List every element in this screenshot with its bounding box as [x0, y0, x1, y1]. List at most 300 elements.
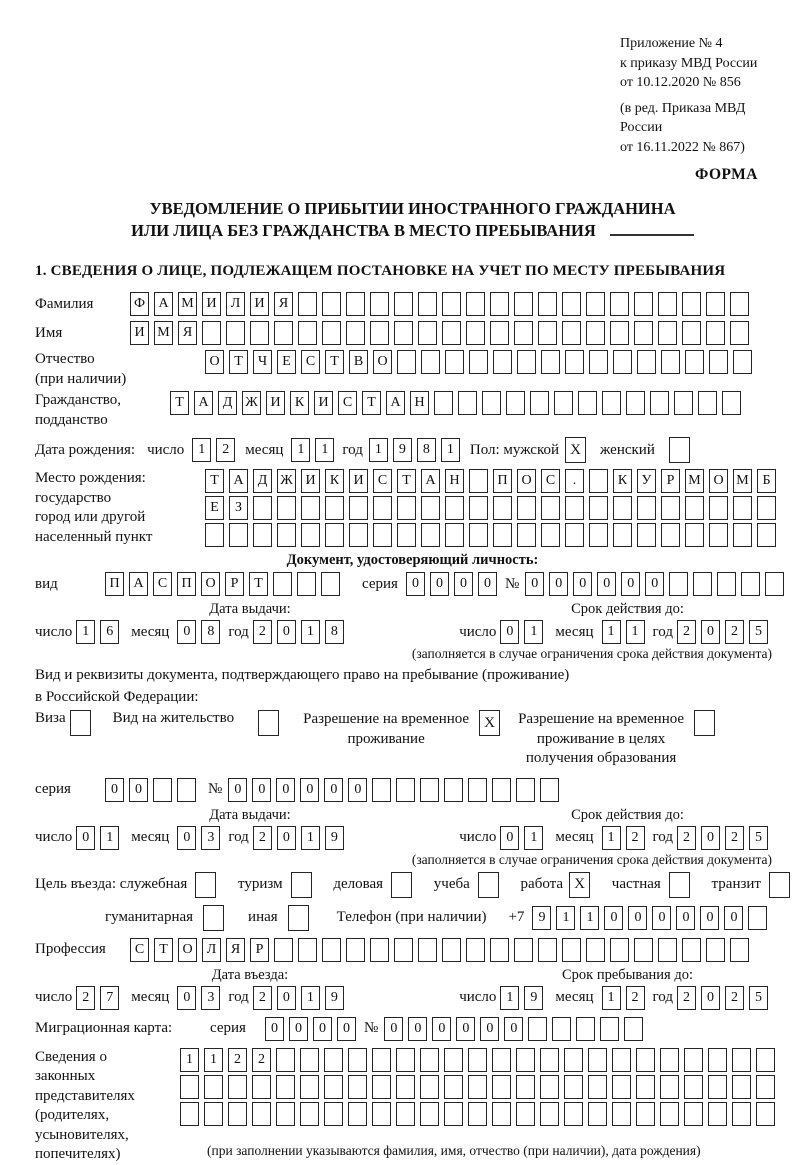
residence-issue-month-cells-2[interactable]: 3 [201, 826, 220, 850]
birth-year-cells-1[interactable]: 1 [369, 438, 388, 462]
birthplace-cells-row3-23[interactable] [733, 523, 752, 547]
purpose-business-checkbox[interactable] [391, 872, 412, 898]
birthplace-cells-row3-14[interactable] [517, 523, 536, 547]
surname-cells-13[interactable] [418, 292, 437, 316]
birthplace-cells-row1-1[interactable]: Т [205, 469, 224, 493]
doc-number-cells-6[interactable]: 0 [645, 572, 664, 596]
migration-card-number-cells-3[interactable]: 0 [432, 1017, 451, 1041]
birthplace-cells-row3-12[interactable] [469, 523, 488, 547]
doc-type-cells-10[interactable] [321, 572, 340, 596]
patronymic-cells-4[interactable]: Е [277, 350, 296, 374]
birthplace-cells-row1-10[interactable]: А [421, 469, 440, 493]
migration-card-series-cells-3[interactable]: 0 [313, 1017, 332, 1041]
profession-cells-9[interactable] [322, 938, 341, 962]
birthplace-cells-row3-18[interactable] [613, 523, 632, 547]
profession-cells-2[interactable]: Т [154, 938, 173, 962]
legal-representatives-cells-row2-11[interactable] [420, 1075, 439, 1099]
patronymic-cells-20[interactable] [661, 350, 680, 374]
purpose-work-checkbox[interactable]: X [569, 872, 590, 898]
citizenship-cells-23[interactable] [698, 391, 717, 415]
sex-male-checkbox[interactable]: X [565, 437, 586, 463]
surname-cells-21[interactable] [610, 292, 629, 316]
birthplace-cells-row1-5[interactable]: И [301, 469, 320, 493]
birthplace-cells-row3-22[interactable] [709, 523, 728, 547]
surname-cells-4[interactable]: И [202, 292, 221, 316]
surname-cells-16[interactable] [490, 292, 509, 316]
birthplace-cells-row2-21[interactable] [685, 496, 704, 520]
givenname-cells-26[interactable] [730, 321, 749, 345]
profession-cells-15[interactable] [466, 938, 485, 962]
patronymic-cells-18[interactable] [613, 350, 632, 374]
birthplace-cells-row2-3[interactable] [253, 496, 272, 520]
doc-series-cells-3[interactable]: 0 [454, 572, 473, 596]
legal-representatives-cells-row1-6[interactable] [300, 1048, 319, 1072]
residence-issue-year-cells-4[interactable]: 9 [325, 826, 344, 850]
profession-cells-8[interactable] [298, 938, 317, 962]
birthplace-cells-row2-22[interactable] [709, 496, 728, 520]
birthplace-cells-row2-17[interactable] [589, 496, 608, 520]
givenname-cells-2[interactable]: М [154, 321, 173, 345]
migration-card-number-cells-8[interactable] [552, 1017, 571, 1041]
doc-number-cells-2[interactable]: 0 [549, 572, 568, 596]
birthplace-cells-row2-11[interactable] [445, 496, 464, 520]
migration-card-number-cells-7[interactable] [528, 1017, 547, 1041]
visa-checkbox[interactable] [70, 710, 91, 736]
givenname-cells-21[interactable] [610, 321, 629, 345]
citizenship-cells-7[interactable]: И [314, 391, 333, 415]
patronymic-cells-19[interactable] [637, 350, 656, 374]
residence-doc-number-cells-11[interactable] [468, 778, 487, 802]
legal-representatives-cells-row2-12[interactable] [444, 1075, 463, 1099]
residence-doc-number-cells-8[interactable] [396, 778, 415, 802]
birthplace-cells-row1-15[interactable]: С [541, 469, 560, 493]
residence-expiry-day-cells-1[interactable]: 0 [500, 826, 519, 850]
legal-representatives-cells-row1-18[interactable] [588, 1048, 607, 1072]
legal-representatives-cells-row1-13[interactable] [468, 1048, 487, 1072]
entry-day-cells-1[interactable]: 2 [76, 986, 95, 1010]
citizenship-cells-13[interactable] [458, 391, 477, 415]
birthplace-cells-row3-17[interactable] [589, 523, 608, 547]
citizenship-cells-1[interactable]: Т [170, 391, 189, 415]
birth-year-cells-4[interactable]: 1 [441, 438, 460, 462]
birthplace-cells-row2-10[interactable] [421, 496, 440, 520]
givenname-cells-9[interactable] [322, 321, 341, 345]
birthplace-cells-row1-4[interactable]: Ж [277, 469, 296, 493]
citizenship-cells-19[interactable] [602, 391, 621, 415]
birthplace-cells-row1-17[interactable] [589, 469, 608, 493]
birthplace-cells-row3-9[interactable] [397, 523, 416, 547]
givenname-cells-7[interactable] [274, 321, 293, 345]
doc-type-cells-6[interactable]: Р [225, 572, 244, 596]
citizenship-cells-3[interactable]: Д [218, 391, 237, 415]
surname-cells-10[interactable] [346, 292, 365, 316]
birth-month-cells-1[interactable]: 1 [291, 438, 310, 462]
doc-number-cells-5[interactable]: 0 [621, 572, 640, 596]
legal-representatives-cells-row2-20[interactable] [636, 1075, 655, 1099]
doc-expiry-month-cells-1[interactable]: 1 [602, 620, 621, 644]
birth-year-cells-2[interactable]: 9 [393, 438, 412, 462]
profession-cells-22[interactable] [634, 938, 653, 962]
givenname-cells-22[interactable] [634, 321, 653, 345]
surname-cells-8[interactable] [298, 292, 317, 316]
profession-cells-25[interactable] [706, 938, 725, 962]
surname-cells-6[interactable]: И [250, 292, 269, 316]
legal-representatives-cells-row1-17[interactable] [564, 1048, 583, 1072]
birthplace-cells-row2-23[interactable] [733, 496, 752, 520]
phone-cells-6[interactable]: 0 [652, 906, 671, 930]
surname-cells-12[interactable] [394, 292, 413, 316]
legal-representatives-cells-row1-4[interactable]: 2 [252, 1048, 271, 1072]
legal-representatives-cells-row1-12[interactable] [444, 1048, 463, 1072]
temp-residence-education-checkbox[interactable] [694, 710, 715, 736]
birthplace-cells-row2-19[interactable] [637, 496, 656, 520]
doc-number-cells-3[interactable]: 0 [573, 572, 592, 596]
phone-cells-3[interactable]: 1 [580, 906, 599, 930]
migration-card-number-cells-6[interactable]: 0 [504, 1017, 523, 1041]
residence-doc-number-cells-12[interactable] [492, 778, 511, 802]
residence-doc-number-cells-9[interactable] [420, 778, 439, 802]
citizenship-cells-10[interactable]: А [386, 391, 405, 415]
legal-representatives-cells-row1-15[interactable] [516, 1048, 535, 1072]
profession-cells-24[interactable] [682, 938, 701, 962]
doc-type-cells-3[interactable]: С [153, 572, 172, 596]
citizenship-cells-20[interactable] [626, 391, 645, 415]
doc-type-cells-8[interactable] [273, 572, 292, 596]
residence-expiry-year-cells-4[interactable]: 5 [749, 826, 768, 850]
givenname-cells-23[interactable] [658, 321, 677, 345]
phone-cells-9[interactable]: 0 [724, 906, 743, 930]
purpose-transit-checkbox[interactable] [769, 872, 790, 898]
legal-representatives-cells-row3-19[interactable] [612, 1102, 631, 1126]
doc-expiry-year-cells-1[interactable]: 2 [677, 620, 696, 644]
residence-doc-number-cells-13[interactable] [516, 778, 535, 802]
doc-issue-day-cells-2[interactable]: 6 [100, 620, 119, 644]
birthplace-cells-row3-11[interactable] [445, 523, 464, 547]
legal-representatives-cells-row1-3[interactable]: 2 [228, 1048, 247, 1072]
residence-expiry-day-cells-2[interactable]: 1 [524, 826, 543, 850]
legal-representatives-cells-row2-14[interactable] [492, 1075, 511, 1099]
legal-representatives-cells-row2-6[interactable] [300, 1075, 319, 1099]
birthplace-cells-row2-2[interactable]: З [229, 496, 248, 520]
residence-issue-day-cells-1[interactable]: 0 [76, 826, 95, 850]
surname-cells-7[interactable]: Я [274, 292, 293, 316]
legal-representatives-cells-row2-19[interactable] [612, 1075, 631, 1099]
birthplace-cells-row2-18[interactable] [613, 496, 632, 520]
birthplace-cells-row3-10[interactable] [421, 523, 440, 547]
stay-until-day-cells-1[interactable]: 1 [500, 986, 519, 1010]
doc-expiry-day-cells-2[interactable]: 1 [524, 620, 543, 644]
surname-cells-11[interactable] [370, 292, 389, 316]
birthplace-cells-row1-16[interactable]: . [565, 469, 584, 493]
stay-until-month-cells-2[interactable]: 2 [626, 986, 645, 1010]
givenname-cells-18[interactable] [538, 321, 557, 345]
citizenship-cells-22[interactable] [674, 391, 693, 415]
residence-doc-number-cells-2[interactable]: 0 [252, 778, 271, 802]
migration-card-number-cells-11[interactable] [624, 1017, 643, 1041]
birthplace-cells-row1-24[interactable]: Б [757, 469, 776, 493]
birth-day-cells-1[interactable]: 1 [192, 438, 211, 462]
purpose-official-checkbox[interactable] [195, 872, 216, 898]
doc-series-cells-4[interactable]: 0 [478, 572, 497, 596]
entry-month-cells-1[interactable]: 0 [177, 986, 196, 1010]
residence-doc-number-cells-7[interactable] [372, 778, 391, 802]
birthplace-cells-row2-4[interactable] [277, 496, 296, 520]
phone-cells-8[interactable]: 0 [700, 906, 719, 930]
legal-representatives-cells-row2-23[interactable] [708, 1075, 727, 1099]
surname-cells-19[interactable] [562, 292, 581, 316]
birthplace-cells-row2-1[interactable]: Е [205, 496, 224, 520]
legal-representatives-cells-row2-4[interactable] [252, 1075, 271, 1099]
citizenship-cells-9[interactable]: Т [362, 391, 381, 415]
givenname-cells-17[interactable] [514, 321, 533, 345]
surname-cells-15[interactable] [466, 292, 485, 316]
entry-year-cells-3[interactable]: 1 [301, 986, 320, 1010]
givenname-cells-13[interactable] [418, 321, 437, 345]
legal-representatives-cells-row3-10[interactable] [396, 1102, 415, 1126]
legal-representatives-cells-row3-17[interactable] [564, 1102, 583, 1126]
legal-representatives-cells-row3-24[interactable] [732, 1102, 751, 1126]
profession-cells-12[interactable] [394, 938, 413, 962]
birthplace-cells-row3-8[interactable] [373, 523, 392, 547]
legal-representatives-cells-row3-13[interactable] [468, 1102, 487, 1126]
legal-representatives-cells-row2-13[interactable] [468, 1075, 487, 1099]
legal-representatives-cells-row3-6[interactable] [300, 1102, 319, 1126]
givenname-cells-5[interactable] [226, 321, 245, 345]
phone-cells-5[interactable]: 0 [628, 906, 647, 930]
birthplace-cells-row1-7[interactable]: И [349, 469, 368, 493]
profession-cells-7[interactable] [274, 938, 293, 962]
patronymic-cells-16[interactable] [565, 350, 584, 374]
doc-issue-year-cells-4[interactable]: 8 [325, 620, 344, 644]
residence-issue-year-cells-2[interactable]: 0 [277, 826, 296, 850]
birthplace-cells-row1-13[interactable]: П [493, 469, 512, 493]
doc-number-cells-11[interactable] [765, 572, 784, 596]
legal-representatives-cells-row1-22[interactable] [684, 1048, 703, 1072]
doc-number-cells-1[interactable]: 0 [525, 572, 544, 596]
residence-doc-series-cells-3[interactable] [153, 778, 172, 802]
legal-representatives-cells-row1-9[interactable] [372, 1048, 391, 1072]
birthplace-cells-row3-4[interactable] [277, 523, 296, 547]
residence-expiry-year-cells-3[interactable]: 2 [725, 826, 744, 850]
doc-type-cells-4[interactable]: П [177, 572, 196, 596]
profession-cells-18[interactable] [538, 938, 557, 962]
surname-cells-25[interactable] [706, 292, 725, 316]
legal-representatives-cells-row2-18[interactable] [588, 1075, 607, 1099]
patronymic-cells-2[interactable]: Т [229, 350, 248, 374]
surname-cells-9[interactable] [322, 292, 341, 316]
givenname-cells-25[interactable] [706, 321, 725, 345]
legal-representatives-cells-row2-5[interactable] [276, 1075, 295, 1099]
legal-representatives-cells-row3-8[interactable] [348, 1102, 367, 1126]
doc-series-cells-2[interactable]: 0 [430, 572, 449, 596]
citizenship-cells-4[interactable]: Ж [242, 391, 261, 415]
migration-card-number-cells-2[interactable]: 0 [408, 1017, 427, 1041]
legal-representatives-cells-row3-15[interactable] [516, 1102, 535, 1126]
patronymic-cells-13[interactable] [493, 350, 512, 374]
givenname-cells-3[interactable]: Я [178, 321, 197, 345]
givenname-cells-19[interactable] [562, 321, 581, 345]
legal-representatives-cells-row1-7[interactable] [324, 1048, 343, 1072]
legal-representatives-cells-row1-1[interactable]: 1 [180, 1048, 199, 1072]
phone-cells-10[interactable] [748, 906, 767, 930]
legal-representatives-cells-row3-11[interactable] [420, 1102, 439, 1126]
patronymic-cells-5[interactable]: С [301, 350, 320, 374]
legal-representatives-cells-row3-4[interactable] [252, 1102, 271, 1126]
birthplace-cells-row1-22[interactable]: О [709, 469, 728, 493]
birthplace-cells-row3-1[interactable] [205, 523, 224, 547]
birthplace-cells-row1-23[interactable]: М [733, 469, 752, 493]
legal-representatives-cells-row2-3[interactable] [228, 1075, 247, 1099]
purpose-tourism-checkbox[interactable] [291, 872, 312, 898]
birth-year-cells-3[interactable]: 8 [417, 438, 436, 462]
birthplace-cells-row1-3[interactable]: Д [253, 469, 272, 493]
legal-representatives-cells-row2-1[interactable] [180, 1075, 199, 1099]
birthplace-cells-row2-12[interactable] [469, 496, 488, 520]
legal-representatives-cells-row3-22[interactable] [684, 1102, 703, 1126]
birthplace-cells-row1-18[interactable]: К [613, 469, 632, 493]
birthplace-cells-row3-13[interactable] [493, 523, 512, 547]
birthplace-cells-row3-3[interactable] [253, 523, 272, 547]
birthplace-cells-row3-7[interactable] [349, 523, 368, 547]
doc-series-cells-1[interactable]: 0 [406, 572, 425, 596]
birth-day-cells-2[interactable]: 2 [216, 438, 235, 462]
patronymic-cells-7[interactable]: В [349, 350, 368, 374]
doc-expiry-year-cells-4[interactable]: 5 [749, 620, 768, 644]
legal-representatives-cells-row3-1[interactable] [180, 1102, 199, 1126]
doc-type-cells-5[interactable]: О [201, 572, 220, 596]
birthplace-cells-row2-9[interactable] [397, 496, 416, 520]
residence-doc-number-cells-3[interactable]: 0 [276, 778, 295, 802]
birthplace-cells-row1-14[interactable]: О [517, 469, 536, 493]
doc-expiry-year-cells-2[interactable]: 0 [701, 620, 720, 644]
profession-cells-6[interactable]: Р [250, 938, 269, 962]
phone-cells-4[interactable]: 0 [604, 906, 623, 930]
purpose-private-checkbox[interactable] [669, 872, 690, 898]
birthplace-cells-row3-20[interactable] [661, 523, 680, 547]
doc-number-cells-9[interactable] [717, 572, 736, 596]
birthplace-cells-row2-8[interactable] [373, 496, 392, 520]
givenname-cells-20[interactable] [586, 321, 605, 345]
profession-cells-3[interactable]: О [178, 938, 197, 962]
stay-until-month-cells-1[interactable]: 1 [602, 986, 621, 1010]
birthplace-cells-row3-6[interactable] [325, 523, 344, 547]
surname-cells-14[interactable] [442, 292, 461, 316]
profession-cells-10[interactable] [346, 938, 365, 962]
residence-doc-series-cells-2[interactable]: 0 [129, 778, 148, 802]
stay-until-year-cells-3[interactable]: 2 [725, 986, 744, 1010]
givenname-cells-14[interactable] [442, 321, 461, 345]
purpose-study-checkbox[interactable] [478, 872, 499, 898]
migration-card-series-cells-2[interactable]: 0 [289, 1017, 308, 1041]
patronymic-cells-12[interactable] [469, 350, 488, 374]
legal-representatives-cells-row3-3[interactable] [228, 1102, 247, 1126]
phone-cells-1[interactable]: 9 [532, 906, 551, 930]
givenname-cells-4[interactable] [202, 321, 221, 345]
legal-representatives-cells-row2-9[interactable] [372, 1075, 391, 1099]
patronymic-cells-17[interactable] [589, 350, 608, 374]
surname-cells-23[interactable] [658, 292, 677, 316]
doc-type-cells-2[interactable]: А [129, 572, 148, 596]
legal-representatives-cells-row3-14[interactable] [492, 1102, 511, 1126]
migration-card-number-cells-9[interactable] [576, 1017, 595, 1041]
residence-doc-number-cells-4[interactable]: 0 [300, 778, 319, 802]
residence-issue-month-cells-1[interactable]: 0 [177, 826, 196, 850]
purpose-humanitarian-checkbox[interactable] [203, 905, 224, 931]
legal-representatives-cells-row2-2[interactable] [204, 1075, 223, 1099]
legal-representatives-cells-row1-10[interactable] [396, 1048, 415, 1072]
birthplace-cells-row3-5[interactable] [301, 523, 320, 547]
patronymic-cells-22[interactable] [709, 350, 728, 374]
patronymic-cells-14[interactable] [517, 350, 536, 374]
doc-number-cells-8[interactable] [693, 572, 712, 596]
citizenship-cells-14[interactable] [482, 391, 501, 415]
profession-cells-17[interactable] [514, 938, 533, 962]
legal-representatives-cells-row3-9[interactable] [372, 1102, 391, 1126]
profession-cells-26[interactable] [730, 938, 749, 962]
doc-number-cells-10[interactable] [741, 572, 760, 596]
legal-representatives-cells-row1-8[interactable] [348, 1048, 367, 1072]
citizenship-cells-16[interactable] [530, 391, 549, 415]
birthplace-cells-row2-15[interactable] [541, 496, 560, 520]
profession-cells-4[interactable]: Л [202, 938, 221, 962]
birthplace-cells-row3-16[interactable] [565, 523, 584, 547]
migration-card-number-cells-4[interactable]: 0 [456, 1017, 475, 1041]
residence-expiry-month-cells-2[interactable]: 2 [626, 826, 645, 850]
doc-number-cells-4[interactable]: 0 [597, 572, 616, 596]
residence-issue-year-cells-1[interactable]: 2 [253, 826, 272, 850]
residence-expiry-month-cells-1[interactable]: 1 [602, 826, 621, 850]
entry-year-cells-4[interactable]: 9 [325, 986, 344, 1010]
birthplace-cells-row3-15[interactable] [541, 523, 560, 547]
legal-representatives-cells-row2-10[interactable] [396, 1075, 415, 1099]
surname-cells-2[interactable]: А [154, 292, 173, 316]
legal-representatives-cells-row1-19[interactable] [612, 1048, 631, 1072]
entry-year-cells-2[interactable]: 0 [277, 986, 296, 1010]
legal-representatives-cells-row2-25[interactable] [756, 1075, 775, 1099]
doc-expiry-month-cells-2[interactable]: 1 [626, 620, 645, 644]
birthplace-cells-row1-8[interactable]: С [373, 469, 392, 493]
doc-issue-month-cells-1[interactable]: 0 [177, 620, 196, 644]
stay-until-year-cells-2[interactable]: 0 [701, 986, 720, 1010]
citizenship-cells-6[interactable]: К [290, 391, 309, 415]
stay-until-year-cells-1[interactable]: 2 [677, 986, 696, 1010]
legal-representatives-cells-row1-20[interactable] [636, 1048, 655, 1072]
residence-issue-day-cells-2[interactable]: 1 [100, 826, 119, 850]
phone-cells-2[interactable]: 1 [556, 906, 575, 930]
birthplace-cells-row2-24[interactable] [757, 496, 776, 520]
givenname-cells-12[interactable] [394, 321, 413, 345]
birthplace-cells-row2-7[interactable] [349, 496, 368, 520]
givenname-cells-15[interactable] [466, 321, 485, 345]
birth-month-cells-2[interactable]: 1 [315, 438, 334, 462]
birthplace-cells-row2-14[interactable] [517, 496, 536, 520]
surname-cells-17[interactable] [514, 292, 533, 316]
doc-type-cells-7[interactable]: Т [249, 572, 268, 596]
birthplace-cells-row1-2[interactable]: А [229, 469, 248, 493]
givenname-cells-8[interactable] [298, 321, 317, 345]
surname-cells-24[interactable] [682, 292, 701, 316]
legal-representatives-cells-row3-18[interactable] [588, 1102, 607, 1126]
legal-representatives-cells-row2-7[interactable] [324, 1075, 343, 1099]
legal-representatives-cells-row3-2[interactable] [204, 1102, 223, 1126]
legal-representatives-cells-row3-25[interactable] [756, 1102, 775, 1126]
patronymic-cells-15[interactable] [541, 350, 560, 374]
legal-representatives-cells-row2-22[interactable] [684, 1075, 703, 1099]
birthplace-cells-row3-19[interactable] [637, 523, 656, 547]
legal-representatives-cells-row1-21[interactable] [660, 1048, 679, 1072]
legal-representatives-cells-row1-5[interactable] [276, 1048, 295, 1072]
patronymic-cells-6[interactable]: Т [325, 350, 344, 374]
